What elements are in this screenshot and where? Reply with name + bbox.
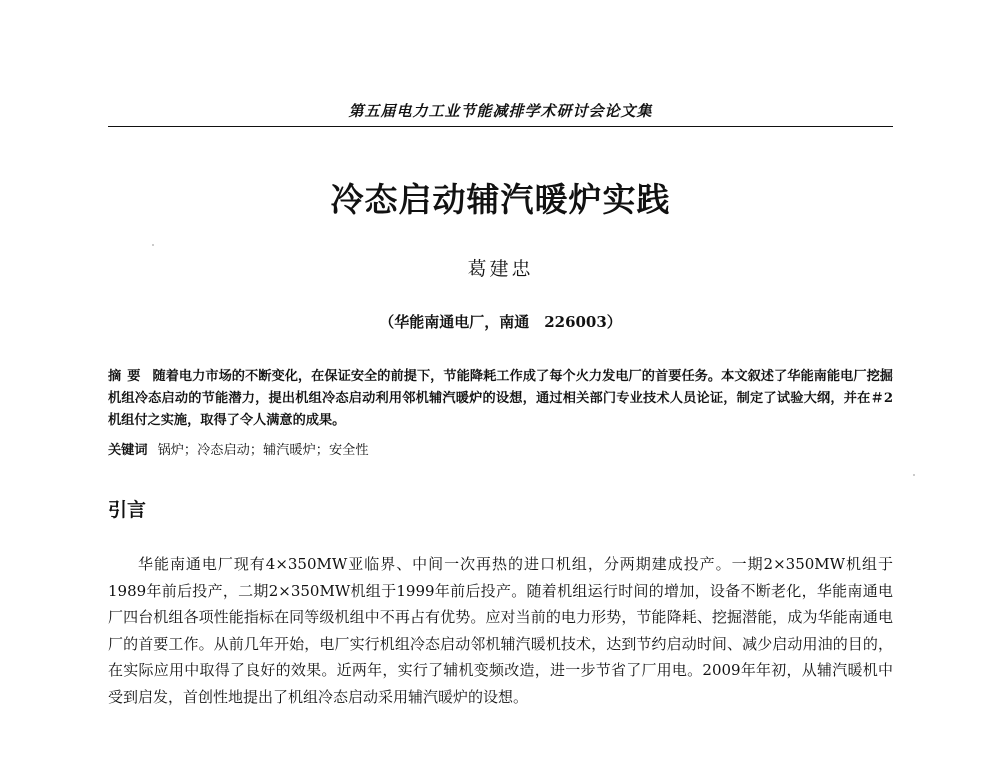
affiliation: （华能南通电厂，南通 226003） bbox=[379, 313, 622, 331]
keywords-label: 关键词 bbox=[108, 443, 148, 458]
body-paragraph: 华能南通电厂现有4×350MW亚临界、中间一次再热的进口机组，分两期建成投产。一期2×350MW机组于1989年前后投产，二期2×350MW机组于1999年前后投产。随着机组运行时间的增加，设备不断老化，华能南通电厂四台机组各项性能指标在同等级机组中不再占有优势。应对当前的电力形势，节能降耗、挖掘潜能，成为华能南通电厂的首要工作。从前几年开始，电厂实行机组冷态启动邻机辅汽暖机技术，达到节约启动时间、减少启动用油的目的，在实际应用中取得了良好的效果。近两年，实行了辅机变频改造，进一步节省了厂用电。2009年年初，从辅汽暖机中受到启发，首创性地提出了机组冷态启动采用辅汽暖炉的设想。 bbox=[108, 555, 893, 706]
section-heading: 引言 bbox=[108, 499, 147, 521]
scan-speck bbox=[152, 244, 154, 246]
keywords bbox=[108, 440, 893, 462]
abstract-label: 摘要 bbox=[108, 369, 147, 384]
abstract-text: 随着电力市场的不断变化，在保证安全的前提下，节能降耗工作成了每个火力发电厂的首要任务。本文叙述了华能南能电厂挖掘机组冷态启动的节能潜力，提出机组冷态启动利用邻机辅汽暖炉的设想，通过相关部门专业技术人员论证，制定了试验大纲，并在＃2机组付之实施，取得了令人满意的成果。 bbox=[108, 369, 893, 428]
paper-title: 冷态启动辅汽暖炉实践 bbox=[330, 180, 671, 219]
author-name: 葛建忠 bbox=[467, 258, 534, 280]
running-header: 第五届电力工业节能减排学术研讨会论文集 bbox=[348, 102, 653, 120]
scan-speck bbox=[913, 474, 915, 476]
keywords-text: 锅炉；冷态启动；辅汽暖炉；安全性 bbox=[157, 443, 369, 458]
abstract bbox=[108, 366, 893, 432]
header-rule bbox=[108, 126, 893, 127]
